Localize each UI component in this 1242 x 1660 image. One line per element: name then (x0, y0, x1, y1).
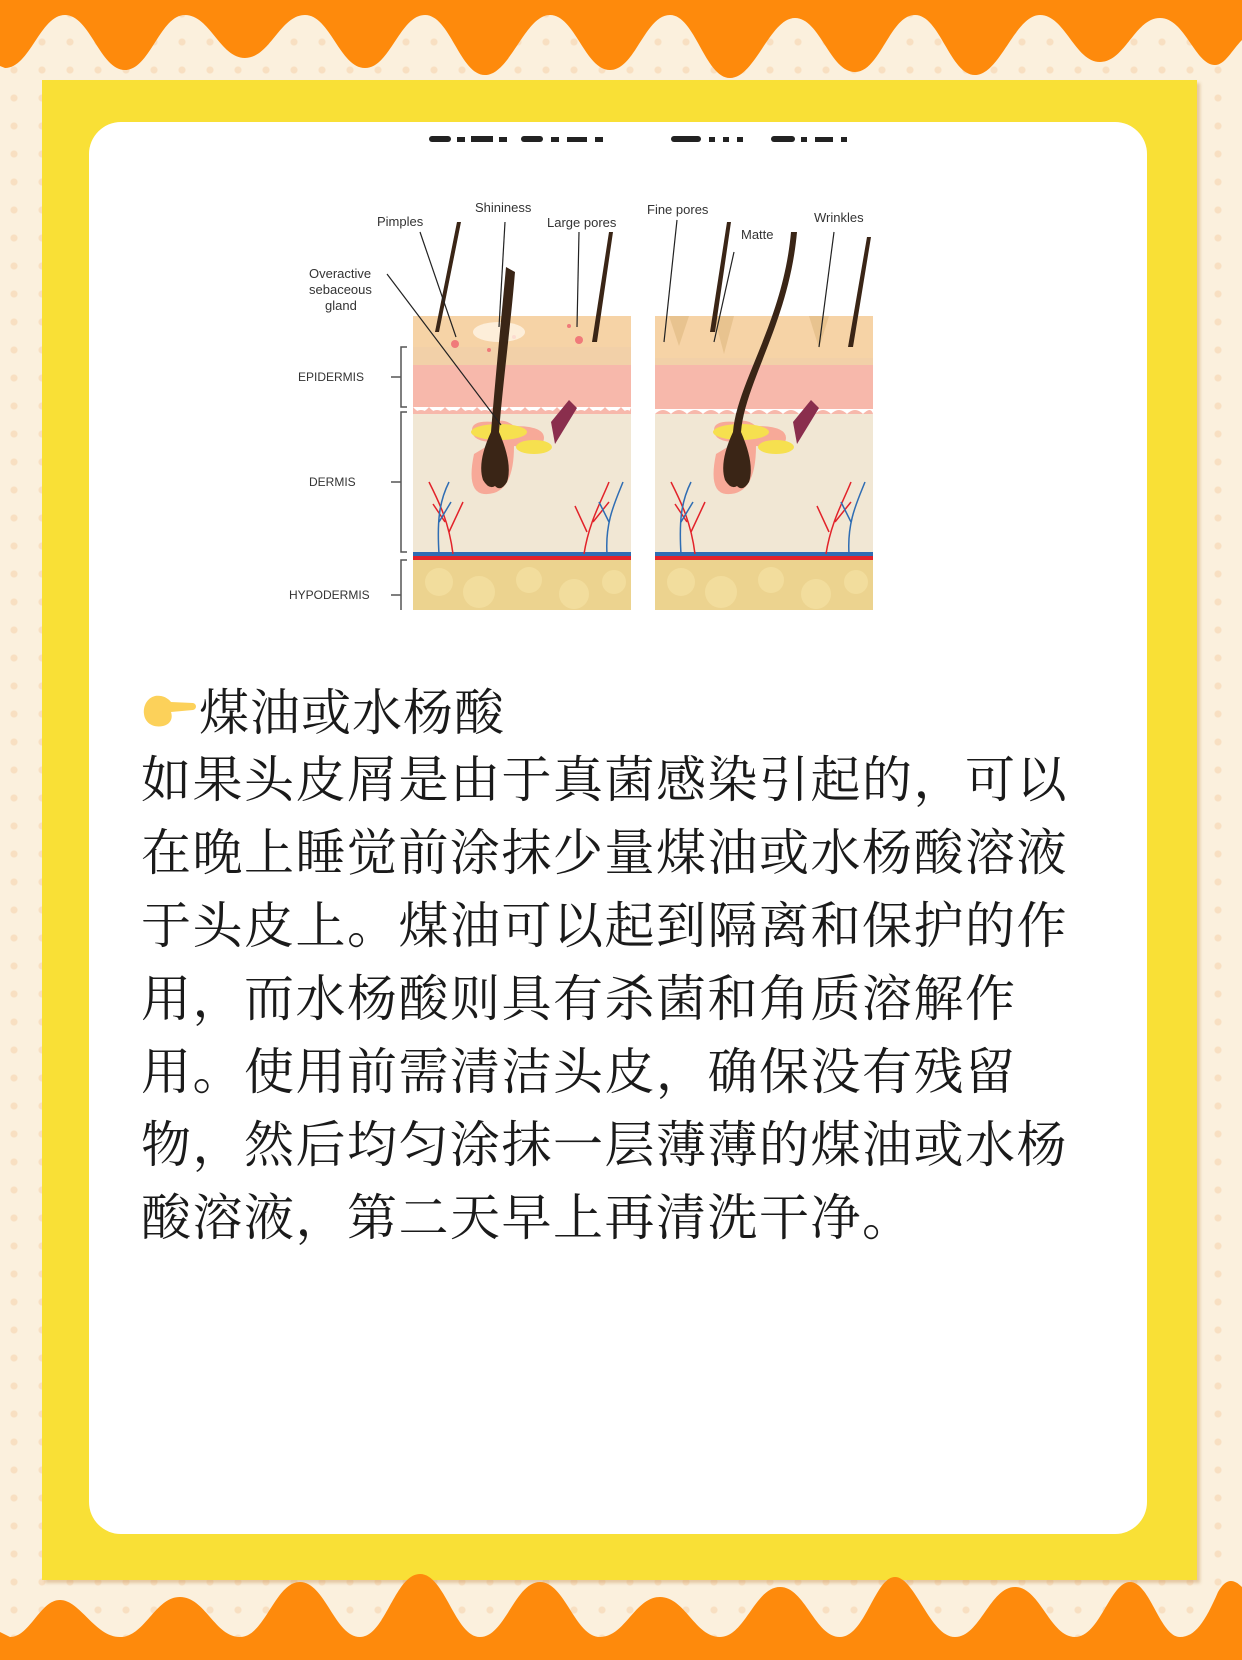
top-wave-decoration (0, 0, 1242, 82)
label-wrinkles: Wrinkles (814, 210, 864, 225)
content-card (89, 122, 1147, 1534)
label-dermis: DERMIS (309, 475, 356, 489)
yellow-frame (42, 80, 1197, 1580)
label-shininess: Shininess (475, 200, 532, 215)
label-epidermis: EPIDERMIS (298, 370, 365, 384)
label-overactive: Overactive (309, 266, 372, 281)
section-body-paragraph: 如果头皮屑是由于真菌感染引起的，可以在晚上睡觉前涂抹少量煤油或水杨酸溶液于头皮上。煤油可以起到隔离和保护的作用，而水杨酸则具有杀菌和角质溶解作用。使用前需清洁头皮，确保没有残留物，然后均匀涂抹一层薄薄的煤油或水杨酸溶液，第二天早上再清洗干净。 (141, 751, 1068, 1247)
section-title-text: 煤油或水杨酸 (199, 684, 505, 742)
label-matte: Matte (741, 227, 774, 242)
dry-skin-panel (655, 222, 873, 610)
label-sebaceous: sebaceous (309, 282, 372, 297)
oily-skin-panel (413, 222, 631, 610)
label-fine-pores: Fine pores (647, 202, 709, 217)
diagram-title-cutoff (429, 136, 847, 142)
skin-comparison-diagram (289, 122, 909, 652)
bottom-wave-decoration (0, 1572, 1242, 1660)
pointing-hand-icon (141, 688, 197, 730)
label-hypodermis: HYPODERMIS (289, 588, 370, 602)
section-heading (141, 677, 505, 741)
label-gland: gland (325, 298, 357, 313)
label-large-pores: Large pores (547, 215, 617, 230)
label-pimples: Pimples (377, 214, 424, 229)
